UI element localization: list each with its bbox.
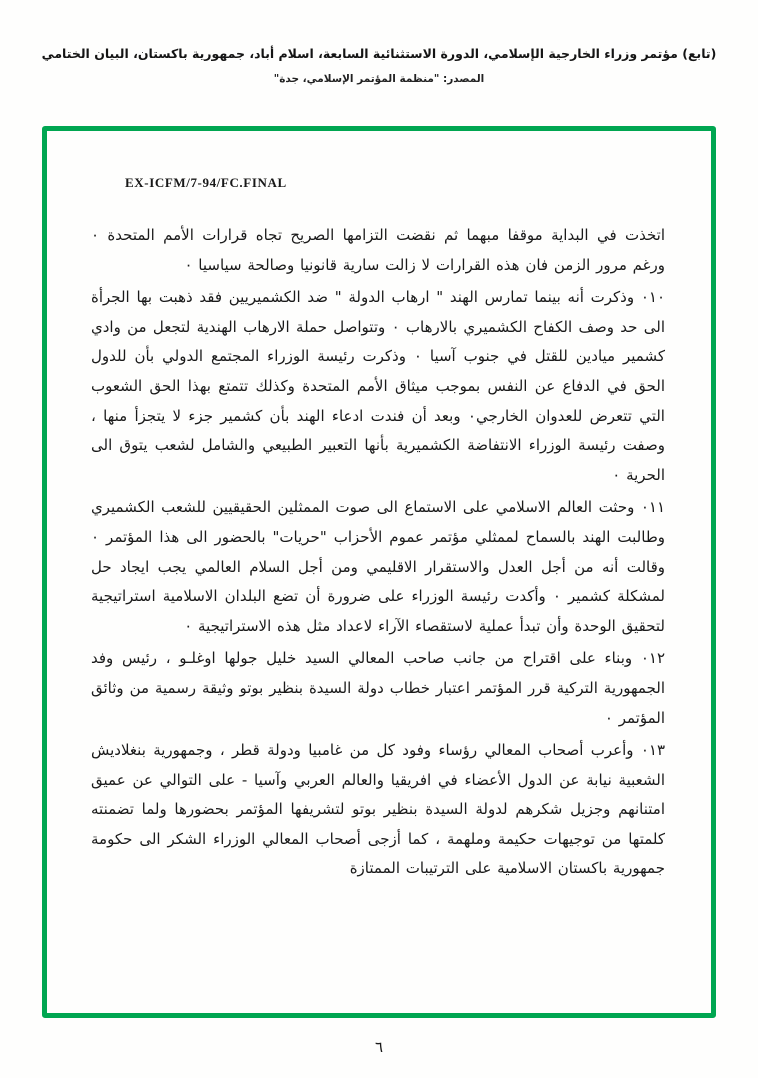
paragraph-item-11: ٠١١ وحثت العالم الاسلامي على الاستماع الى صوت الممثلين الحقيقيين للشعب الكشميري وطالبت الهند بالسماح لممثلي مؤتمر عموم الأحزاب "حريات" بالحضور الى هذا المؤتمر ٠ وقالت أنه من أجل العدل والاستقرار الاقليمي ومن أجل السلام العالمي يجب ايجاد حل لمشكلة كشمير ٠ وأكدت رئيسة الوزراء على ضرورة أن تضع البلدان الاسلامية استراتيجية لتحقيق الوحدة وأن تبدأ عملية لاستقصاء الآراء لاعداد مثل هذه الاستراتيجية ٠ <box>91 498 665 635</box>
paragraph-item-12: ٠١٢ وبناء على اقتراح من جانب صاحب المعالي السيد خليل جولها اوغلـو ، رئيس وفد الجمهورية التركية قرر المؤتمر اعتبار خطاب دولة السيدة بنظير بوتو وثيقة رسمية من وثائق المؤتمر ٠ <box>91 649 665 727</box>
annotation-rectangle <box>42 126 716 1018</box>
header-citation: (تابع) مؤتمر وزراء الخارجية الإسلامي، الدورة الاستثنائية السابعة، اسلام أباد، جمهورية باكستان، البيان الختامي <box>41 46 717 61</box>
document-body <box>91 221 665 887</box>
header-source: المصدر: "منظمة المؤتمر الإسلامي، جدة" <box>273 73 485 85</box>
document-reference-code: EX-ICFM/7-94/FC.FINAL <box>125 175 287 190</box>
paragraph-item-13: ٠١٣ وأعرب أصحاب المعالي رؤساء وفود كل من غامبيا ودولة قطر ، وجمهورية بنغلاديش الشعبية نيابة عن الدول الأعضاء في افريقيا والعالم العربي وآسيا - على التوالي عن عميق امتنانهم وجزيل شكرهم لدولة السيدة بنظير بوتو لتشريفها المؤتمر بحضورها ولما تضمنته كلمتها من توجيهات حكيمة وملهمة ، كما أزجى أصحاب المعالي الوزراء الشكر الى حكومة جمهورية باكستان الاسلامية على الترتيبات الممتازة <box>91 741 665 878</box>
document-header <box>20 46 738 85</box>
paragraph-continuation: اتخذت في البداية موقفا مبهما ثم نقضت التزامها الصريح تجاه قرارات الأمم المتحدة ٠ ورغم مرور الزمن فان هذه القرارات لا زالت سارية قانونيا وصالحة سياسيا ٠ <box>91 226 665 274</box>
page-number: ٦ <box>374 1038 384 1056</box>
paragraph-item-10: ٠١٠ وذكرت أنه بينما تمارس الهند " ارهاب الدولة " ضد الكشميريين فقد ذهبت بها الجرأة الى حد وصف الكفاح الكشميري بالارهاب ٠ وتتواصل حملة الارهاب الهندية لتجعل من وادي كشمير ميادين للقتل في جنوب آسيا ٠ وذكرت رئيسة الوزراء المجتمع الدولي بأن للدول الحق في الدفاع عن النفس بموجب ميثاق الأمم المتحدة وكذلك تتمتع بهذا الحق الشعوب التي تتعرض للعدوان الخارجي٠ وبعد أن فندت ادعاء الهند بأن كشمير جزء لا يتجزأ منها ، وصفت رئيسة الوزراء الانتفاضة الكشميرية بأنها التعبير الطبيعي والشامل لشعب يتوق الى الحرية ٠ <box>91 288 665 484</box>
